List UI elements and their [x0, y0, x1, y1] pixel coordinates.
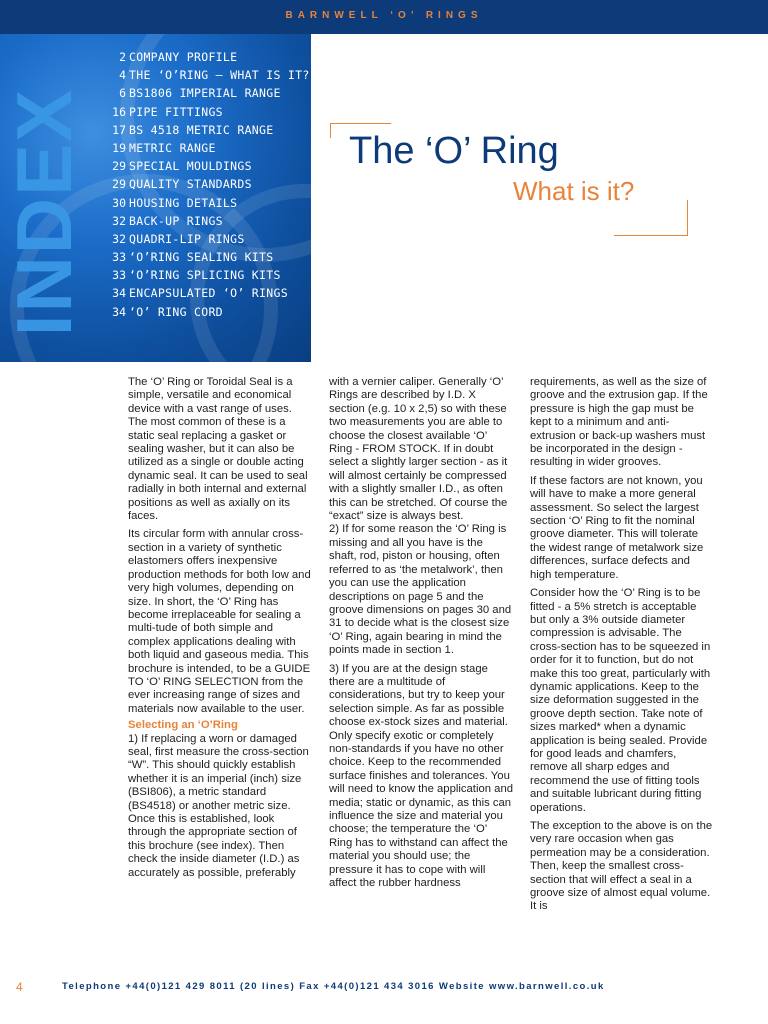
index-page-number: 34 — [112, 304, 126, 319]
index-item — [96, 157, 310, 175]
paragraph: The ‘O’ Ring or Toroidal Seal is a simple, versatile and economical device with a vast range of uses. The most common of these is a static seal replacing a gasket or sealing washer, but it can also be utilized as a single or double acting dynamic seal. It can be used to seal radially in both internal and external positions as well as axially on its faces. — [128, 376, 308, 523]
index-item-label: PIPE FITTINGS — [129, 104, 223, 119]
index-item-label: ‘O’ RING CORD — [129, 304, 223, 319]
index-item — [96, 194, 310, 212]
index-item — [96, 121, 310, 139]
text-column-3 — [530, 376, 714, 919]
index-item-label: QUADRI-LIP RINGS — [129, 231, 245, 246]
index-item-label: THE ‘O’RING – WHAT IS IT? — [129, 68, 310, 83]
paragraph: 2) If for some reason the ‘O’ Ring is missing and all you have is the shaft, rod, piston or housing, often referred to as ‘the metalwork’, then you can use the application descriptions on page 5 and the groove dimensions on pages 30 and 31 to decide what is the closest size ‘O’ Ring, again bearing in mind the points made in section 1. — [329, 523, 512, 657]
index-page-number: 16 — [112, 104, 126, 119]
index-page-number: 2 — [119, 50, 126, 64]
index-item-label: ‘O’RING SPLICING KITS — [129, 268, 281, 283]
index-list — [96, 48, 310, 321]
brand-title: BARNWELL ‘O’ RINGS — [285, 10, 483, 21]
page-title: The ‘O’ Ring — [349, 130, 559, 172]
index-page-number: 30 — [112, 195, 126, 210]
index-item — [96, 66, 310, 84]
index-item — [96, 175, 310, 193]
page-number: 4 — [16, 980, 23, 994]
text-column-1 — [128, 376, 312, 885]
page-footer — [0, 980, 768, 996]
index-item-label: BS 4518 METRIC RANGE — [129, 122, 274, 137]
index-page-number: 29 — [112, 177, 126, 192]
index-item — [96, 48, 310, 66]
index-item-label: METRIC RANGE — [129, 140, 216, 155]
index-item-label: ENCAPSULATED ‘O’ RINGS — [129, 286, 288, 301]
index-page-number: 33 — [112, 268, 126, 283]
paragraph: with a vernier caliper. Generally ‘O’ Rings are described by I.D. X section (e.g. 10 x 2,5) so with these two measurements you are able to choose the closest available ‘O’ Ring - FROM STOCK. If in doubt select a slightly larger section - as it will almost certainly be compressed with a slightly smaller I.D., as often this can be stretched. Of course the “exact” size is always best. — [329, 376, 508, 523]
index-page-number: 29 — [112, 159, 126, 174]
index-item-label: QUALITY STANDARDS — [129, 177, 252, 192]
index-item-label: BACK-UP RINGS — [129, 213, 223, 228]
index-item — [96, 139, 310, 157]
index-item-label: BS1806 IMPERIAL RANGE — [129, 86, 281, 101]
index-page-number: 32 — [112, 213, 126, 228]
index-item-label: ‘O’RING SEALING KITS — [129, 250, 274, 265]
index-page-number: 19 — [112, 140, 126, 155]
index-vertical-heading: INDEX — [0, 87, 88, 337]
section-heading: Selecting an ‘O’Ring — [128, 719, 238, 732]
index-item — [96, 212, 310, 230]
footer-contact-info: Telephone +44(0)121 429 8011 (20 lines) Fax +44(0)121 434 3016 Website www.barnwell.co.uk — [62, 981, 605, 992]
index-panel — [0, 34, 311, 362]
index-item — [96, 303, 310, 321]
index-item-label: COMPANY PROFILE — [129, 50, 238, 64]
paragraph: The exception to the above is on the very rare occasion when gas permeation may be a consideration. Then, keep the smallest cross-section that will effect a seal in a groove size of almost equal volume. It is — [530, 820, 713, 913]
paragraph: requirements, as well as the size of groove and the extrusion gap. If the pressure is high the gap must be kept to a minimum and anti-extrusion or back-up washers must be incorporated in the design - resulting in wider grooves. — [530, 376, 708, 469]
index-page-number: 34 — [112, 286, 126, 301]
index-item-label: SPECIAL MOULDINGS — [129, 159, 252, 174]
index-item — [96, 84, 310, 102]
paragraph: 3) If you are at the design stage there are a multitude of considerations, but try to keep your selection simple. As far as possible choose ex-stock sizes and material. Only specify exotic or completely non-standards if you have no other choice. Keep to the recommended surface finishes and tolerances. You will need to know the application and media; static or dynamic, as this can influence the size and material you choose; the temperature the ‘O’ Ring has to withstand can affect the material you should use; the pressure it has to cope with will affect the rubber hardness — [329, 662, 514, 890]
index-page-number: 6 — [119, 86, 126, 101]
index-item — [96, 230, 310, 248]
index-page-number: 33 — [112, 250, 126, 265]
paragraph: Its circular form with annular cross-section in a variety of synthetic elastomers offers inexpensive production methods for both low and very high volumes, depending on size. In short, the ‘O’ Ring has become irreplaceable for sealing a multi-tude of both simple and complex applications dealing with both liquid and gaseous media. This brochure is intended, to be a GUIDE TO ‘O’ RING SELECTION from the ever increasing range of sizes and materials now available to the user. — [128, 528, 311, 715]
index-page-number: 4 — [119, 68, 126, 83]
paragraph: 1) If replacing a worn or damaged seal, first measure the cross-section “W”. This should quickly establish whether it is an imperial (inch) size (BSI806), a metric standard (BS4518) or another metric size. Once this is established, look through the appropriate section of this brochure (see index). Then check the inside diameter (I.D.) as accurately as possible, preferably — [128, 732, 309, 879]
index-item — [96, 248, 310, 266]
top-header-bar — [0, 0, 768, 34]
index-page-number: 32 — [112, 231, 126, 246]
title-corner-bottom-right — [614, 200, 688, 236]
index-page-number: 17 — [112, 122, 126, 137]
index-item — [96, 284, 310, 302]
paragraph: Consider how the ‘O’ Ring is to be fitted - a 5% stretch is acceptable but only a 3% outside diameter compression is advisable. The cross-section has to be squeezed in order for it to function, but do not make this too great, particularly with dynamic applications. Keep to the size deformation suggested in the groove depth section. Take note of sizes marked* when a dynamic application is being sealed. Provide for good leads and chamfers, remove all sharp edges and recommend the use of fitting tools and suitable lubricant during fitting operations. — [530, 587, 711, 814]
page-subtitle: What is it? — [513, 176, 635, 206]
index-item — [96, 266, 310, 284]
text-column-2 — [329, 376, 513, 895]
paragraph: If these factors are not known, you will have to make a more general assessment. So select the largest section ‘O’ Ring to fit the nominal groove diameter. This will tolerate the widest range of metalwork size differences, surface defects and high temperature. — [530, 474, 704, 581]
index-item — [96, 103, 310, 121]
index-item-label: HOUSING DETAILS — [129, 195, 238, 210]
